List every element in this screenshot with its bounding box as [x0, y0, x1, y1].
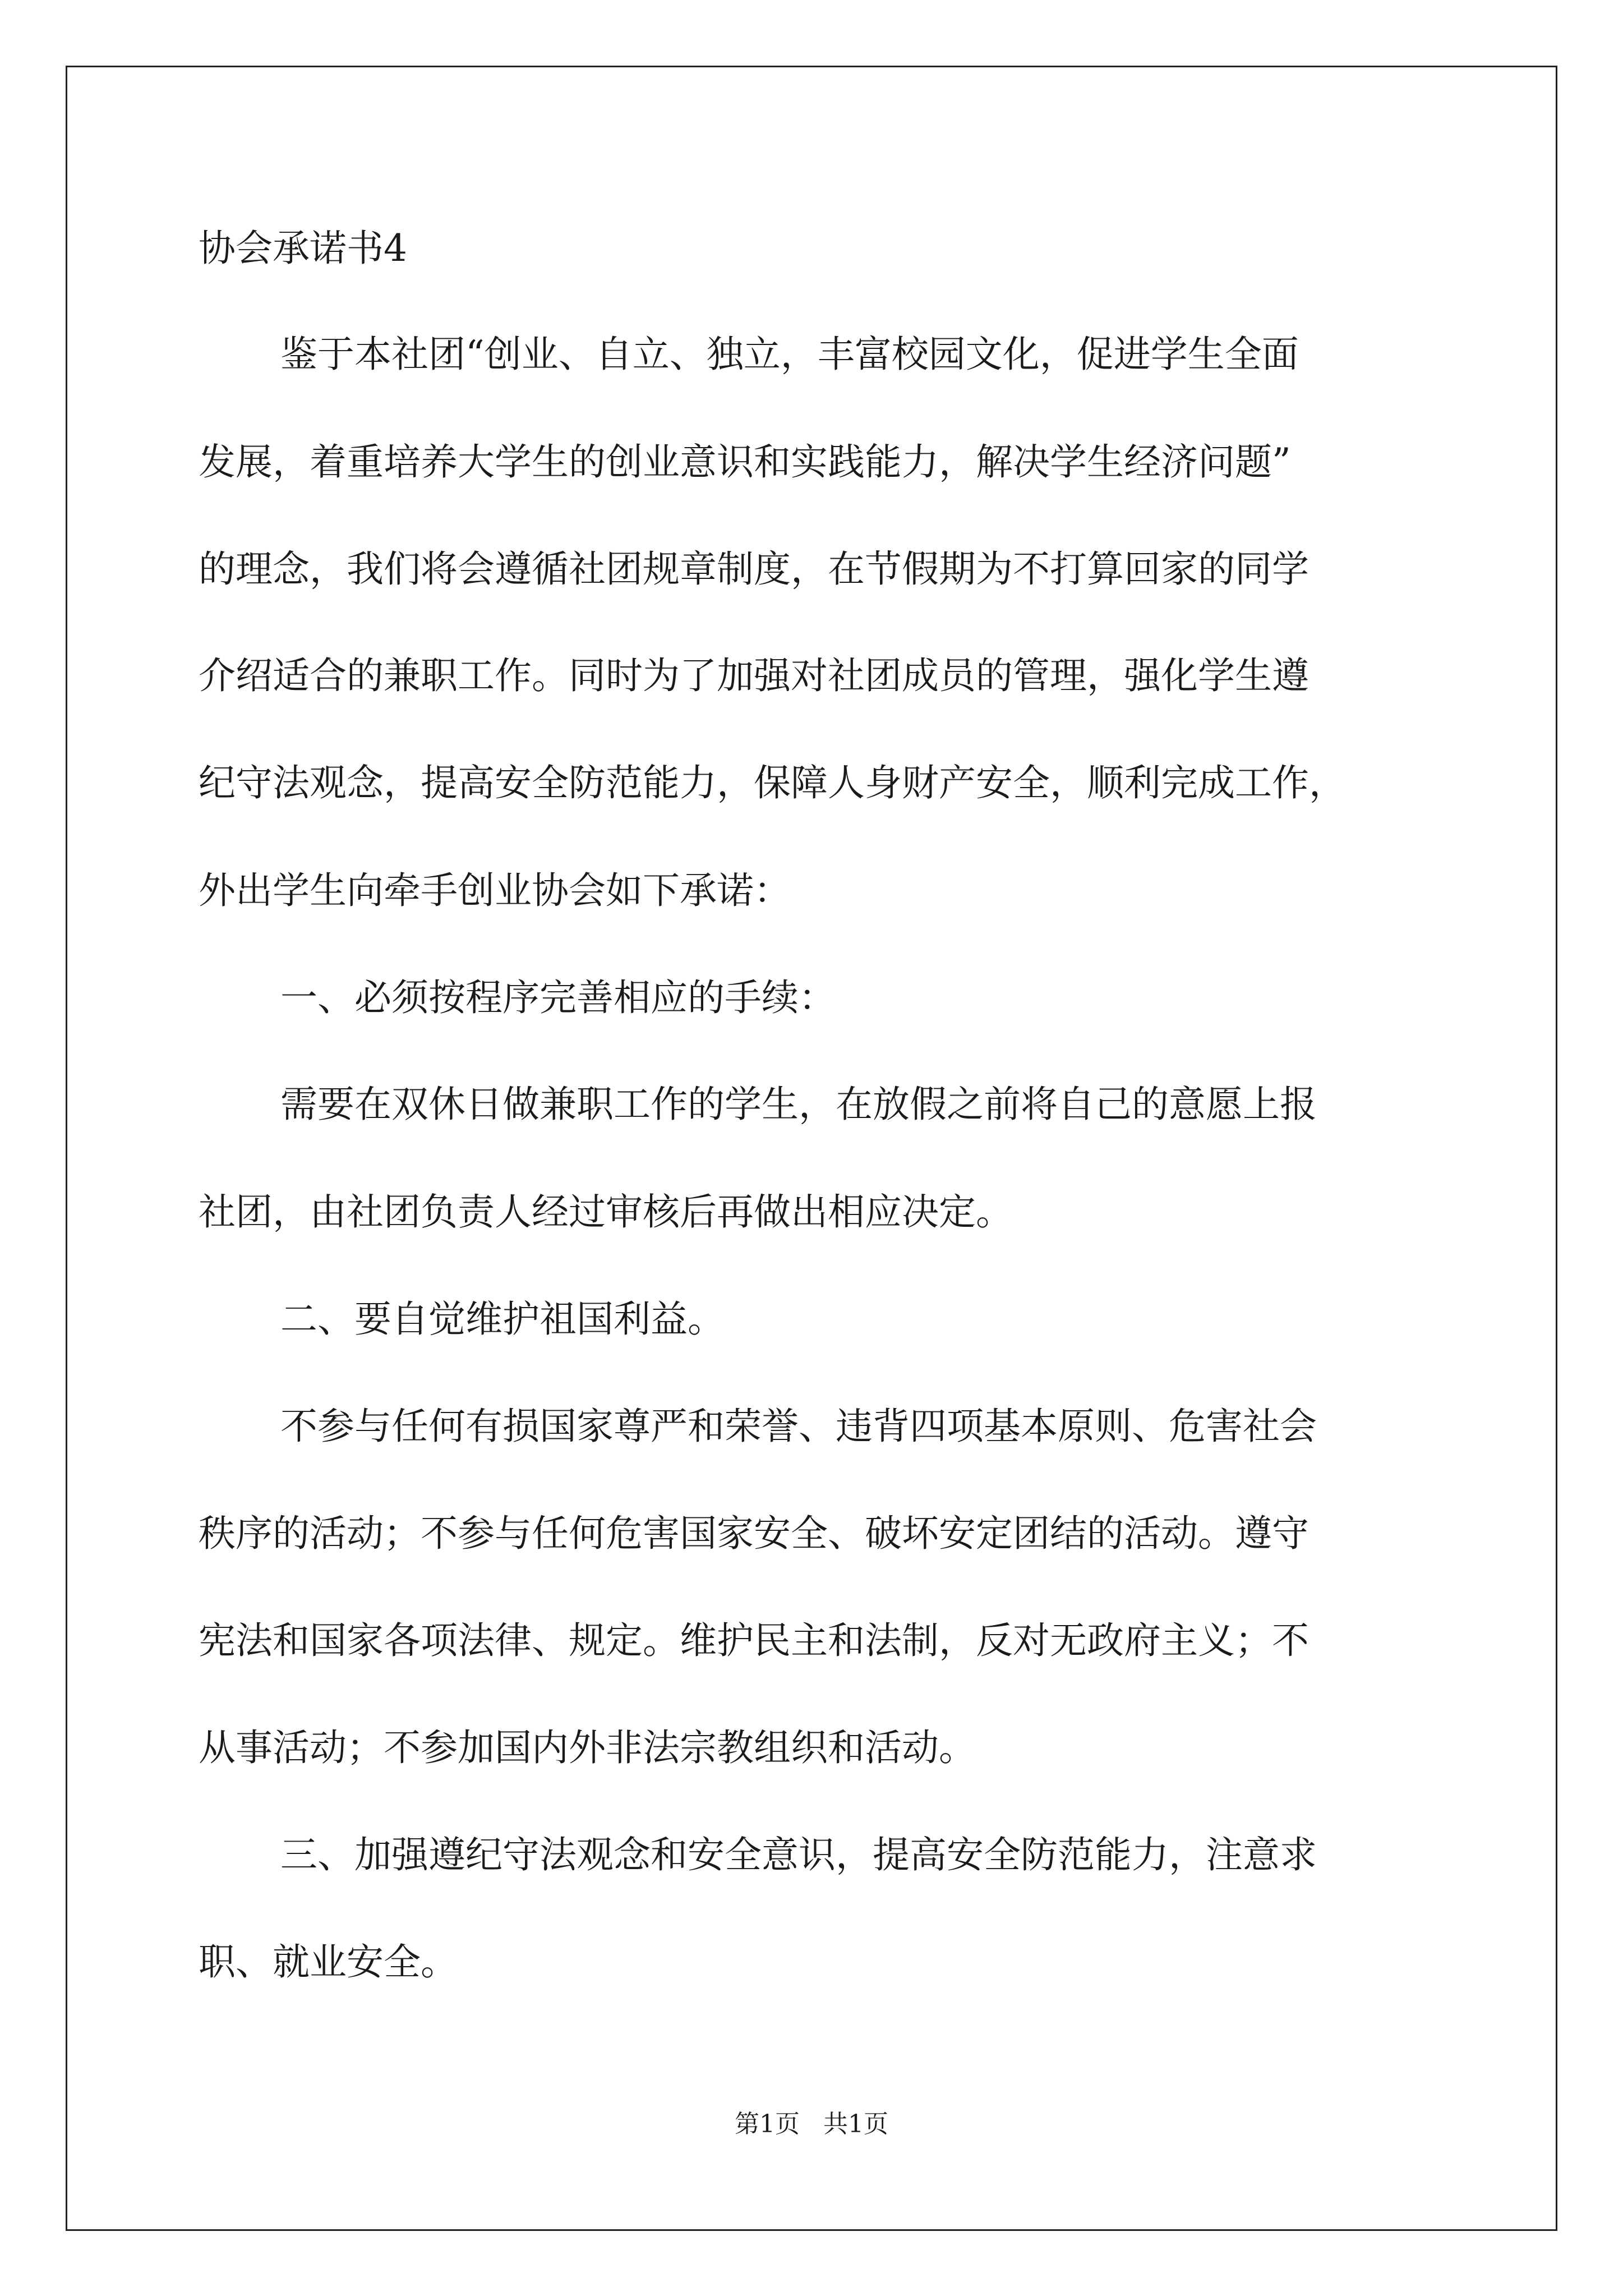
body-line: 职、就业安全。: [199, 1940, 458, 1984]
section-heading: 一、必须按程序完善相应的手续：: [280, 976, 836, 1019]
body-line: 从事活动；不参加国内外非法宗教组织和活动。: [199, 1726, 976, 1769]
body-line: 不参与任何有损国家尊严和荣誉、违背四项基本原则、危害社会: [280, 1405, 1317, 1448]
body-line: 发展，着重培养大学生的创业意识和实践能力，解决学生经济问题”: [199, 440, 1291, 484]
document-title: 协会承诺书4: [199, 227, 407, 270]
page-border: [66, 66, 1557, 2231]
page-footer: 第1页 共1页: [735, 2110, 888, 2138]
body-line: 的理念，我们将会遵循社团规章制度，在节假期为不打算回家的同学: [199, 547, 1309, 591]
body-line: 秩序的活动；不参与任何危害国家安全、破坏安定团结的活动。遵守: [199, 1512, 1309, 1555]
body-line: 宪法和国家各项法律、规定。维护民主和法制，反对无政府主义；不: [199, 1619, 1309, 1662]
body-line: 需要在双休日做兼职工作的学生，在放假之前将自己的意愿上报: [280, 1083, 1317, 1126]
section-heading: 二、要自觉维护祖国利益。: [280, 1297, 725, 1341]
body-line: 纪守法观念，提高安全防范能力，保障人身财产安全，顺利完成工作，: [199, 761, 1346, 804]
body-line: 鉴于本社团“创业、自立、独立，丰富校园文化，促进学生全面: [280, 333, 1299, 376]
body-line: 社团，由社团负责人经过审核后再做出相应决定。: [199, 1190, 1013, 1234]
section-heading: 三、加强遵纪守法观念和安全意识，提高安全防范能力，注意求: [280, 1833, 1317, 1876]
body-line: 外出学生向牵手创业协会如下承诺：: [199, 869, 791, 912]
body-line: 介绍适合的兼职工作。同时为了加强对社团成员的管理，强化学生遵: [199, 654, 1309, 697]
